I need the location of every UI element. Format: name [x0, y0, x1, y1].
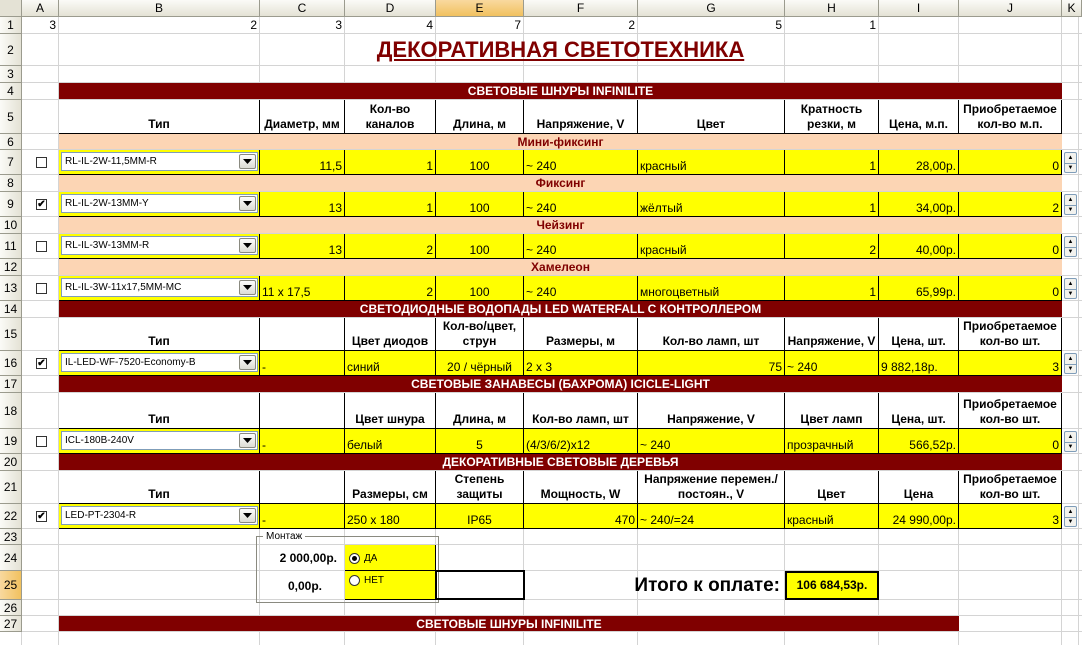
value-cell: 13: [260, 192, 345, 217]
gridline-horizontal: [22, 570, 1082, 571]
type-dropdown[interactable]: [61, 152, 258, 171]
active-cell[interactable]: [435, 570, 525, 600]
chevron-down-icon[interactable]: [239, 154, 256, 169]
spin-down-icon[interactable]: ▼: [1067, 291, 1074, 298]
row1-value-h: 1: [869, 18, 876, 32]
value-cell: 1: [785, 150, 879, 175]
value-cell: ~ 240: [524, 276, 638, 301]
column-header-d[interactable]: D: [345, 0, 436, 17]
column-header-h[interactable]: H: [785, 0, 879, 17]
value-cell: прозрачный: [785, 429, 879, 454]
column-title: Приобретаемое кол-во шт.: [959, 393, 1062, 429]
row-header-1[interactable]: 1: [0, 17, 22, 34]
section-band: СВЕТОВЫЕ ЗАНАВЕСЫ (БАХРОМА) ICICLE-LIGHT: [59, 376, 1062, 392]
row-header-17[interactable]: 17: [0, 376, 22, 393]
row-header-5[interactable]: 5: [0, 100, 22, 134]
value-cell: 100: [436, 234, 524, 259]
value-cell: 75: [638, 351, 785, 376]
chevron-down-icon[interactable]: [239, 280, 256, 295]
page-title: ДЕКОРАТИВНАЯ СВЕТОТЕХНИКА: [376, 37, 745, 62]
group-subheader: Хамелеон: [59, 259, 1062, 275]
spin-down-icon[interactable]: ▼: [1067, 249, 1074, 256]
row-header-27[interactable]: 27: [0, 616, 22, 632]
column-title: Напряжение перемен./постоян., V: [638, 471, 785, 504]
column-title: [260, 471, 345, 504]
row-header-20[interactable]: 20: [0, 454, 22, 471]
spin-up-icon[interactable]: ▲: [1065, 432, 1076, 443]
type-dropdown-value: RL-IL-3W-13MM-R: [65, 240, 150, 251]
row1-value-c: 3: [335, 18, 342, 32]
column-header-f[interactable]: F: [524, 0, 638, 17]
type-dropdown-value: RL-IL-2W-11,5MM-R: [65, 156, 157, 167]
select-all-corner[interactable]: [0, 0, 22, 17]
type-dropdown-value: ICL-180B-240V: [65, 435, 134, 446]
column-title: Цвет: [785, 471, 879, 504]
row1-value-g: 5: [775, 18, 782, 32]
row-header-23[interactable]: 23: [0, 529, 22, 545]
chevron-down-icon[interactable]: [239, 196, 256, 211]
group-subheader: Мини-фиксинг: [59, 134, 1062, 149]
column-title: Размеры, м: [524, 318, 638, 351]
quantity-spinner[interactable]: [1064, 278, 1077, 299]
column-header-b[interactable]: B: [59, 0, 260, 17]
spin-down-icon[interactable]: ▼: [1067, 444, 1074, 451]
select-checkbox[interactable]: [36, 283, 47, 294]
value-cell: 250 x 180: [345, 504, 436, 529]
select-checkbox[interactable]: ✔: [37, 199, 46, 210]
chevron-down-icon[interactable]: [239, 433, 256, 448]
column-title: Цена: [879, 471, 959, 504]
row-header-24[interactable]: 24: [0, 545, 22, 571]
column-title: Приобретаемое кол-во шт.: [959, 318, 1062, 351]
row-header-14[interactable]: 14: [0, 301, 22, 318]
value-cell: -: [260, 351, 345, 376]
column-title: Кол-во каналов: [345, 100, 436, 134]
value-cell: (4/3/6/2)x12: [524, 429, 638, 454]
select-checkbox[interactable]: [36, 436, 47, 447]
row1-value-a: 3: [49, 18, 56, 32]
column-title: Цена, м.п.: [879, 100, 959, 134]
column-title: Тип: [59, 471, 260, 504]
row-header-4[interactable]: 4: [0, 83, 22, 100]
column-title: Кол-во ламп, шт: [524, 393, 638, 429]
total-value: 106 684,53р.: [785, 571, 879, 600]
value-cell: 11 x 17,5: [260, 276, 345, 301]
column-title: Приобретаемое кол-во м.п.: [959, 100, 1062, 134]
spin-up-icon[interactable]: ▲: [1065, 279, 1076, 290]
value-cell[interactable]: 3: [959, 504, 1062, 529]
value-cell: красный: [638, 150, 785, 175]
value-cell: 470: [524, 504, 638, 529]
spin-up-icon[interactable]: ▲: [1065, 507, 1076, 518]
type-dropdown[interactable]: [61, 278, 258, 297]
spin-up-icon[interactable]: ▲: [1065, 195, 1076, 206]
value-cell: красный: [785, 504, 879, 529]
column-title: Диаметр, мм: [260, 100, 345, 134]
chevron-down-icon[interactable]: [239, 355, 256, 370]
column-header-c[interactable]: C: [260, 0, 345, 17]
column-header-k[interactable]: K: [1062, 0, 1082, 17]
spin-up-icon[interactable]: ▲: [1065, 237, 1076, 248]
montage-price-no: 0,00р.: [287, 579, 322, 593]
type-dropdown-value: RL-IL-2W-13MM-Y: [65, 198, 149, 209]
row1-value-d: 4: [426, 18, 433, 32]
column-title: Степень защиты: [436, 471, 524, 504]
row-header-22[interactable]: 22: [0, 504, 22, 529]
value-cell: красный: [638, 234, 785, 259]
gridline-horizontal: [22, 544, 1082, 545]
column-title: Кратность резки, м: [785, 100, 879, 134]
value-cell: 24 990,00р.: [879, 504, 959, 529]
type-dropdown-value: RL-IL-3W-11x17,5MM-MC: [65, 282, 182, 293]
value-cell[interactable]: 0: [959, 429, 1062, 454]
group-subheader: Фиксинг: [59, 175, 1062, 191]
column-title: Приобретаемое кол-во шт.: [959, 471, 1062, 504]
row-header-11[interactable]: 11: [0, 234, 22, 259]
row-header-8[interactable]: 8: [0, 175, 22, 192]
value-cell: 65,99р.: [879, 276, 959, 301]
column-title: Напряжение, V: [638, 393, 785, 429]
column-title: Кол-во/цвет, струн: [436, 318, 524, 351]
value-cell: 11,5: [260, 150, 345, 175]
value-cell: 20 / чёрный: [436, 351, 524, 376]
value-cell: 13: [260, 234, 345, 259]
value-cell: 2 x 3: [524, 351, 638, 376]
montage-no-radio[interactable]: [349, 575, 360, 586]
value-cell: 9 882,18р.: [879, 351, 959, 376]
value-cell: синий: [345, 351, 436, 376]
column-title: Кол-во ламп, шт: [638, 318, 785, 351]
value-cell: 34,00р.: [879, 192, 959, 217]
column-title: Длина, м: [436, 100, 524, 134]
column-title: Цена, шт.: [879, 393, 959, 429]
value-cell: 28,00р.: [879, 150, 959, 175]
value-cell: 1: [345, 192, 436, 217]
section-band: СВЕТОВЫЕ ШНУРЫ INFINILITE: [59, 83, 1062, 99]
column-title: [260, 318, 345, 351]
value-cell[interactable]: 0: [959, 276, 1062, 301]
row-header-18[interactable]: 18: [0, 393, 22, 429]
value-cell: 566,52р.: [879, 429, 959, 454]
value-cell: 100: [436, 150, 524, 175]
value-cell[interactable]: 0: [959, 150, 1062, 175]
column-header-e[interactable]: E: [436, 0, 524, 17]
value-cell: ~ 240/=24: [638, 504, 785, 529]
quantity-spinner[interactable]: [1064, 431, 1077, 452]
column-title: Тип: [59, 393, 260, 429]
value-cell: 100: [436, 276, 524, 301]
select-checkbox[interactable]: [36, 157, 47, 168]
row-header-15[interactable]: 15: [0, 318, 22, 351]
gridline-vertical: [1078, 17, 1079, 645]
spin-down-icon[interactable]: ▼: [1067, 207, 1074, 214]
spin-up-icon[interactable]: ▲: [1065, 153, 1076, 164]
column-title: [260, 393, 345, 429]
value-cell: ~ 240: [638, 429, 785, 454]
type-dropdown[interactable]: [61, 236, 258, 255]
type-dropdown[interactable]: [61, 194, 258, 213]
row-header-25[interactable]: 25: [0, 571, 22, 600]
value-cell: 1: [345, 150, 436, 175]
type-dropdown[interactable]: [61, 353, 258, 372]
section-band: СВЕТОДИОДНЫЕ ВОДОПАДЫ LED WATERFALL С КОНТРОЛЛЕРОМ: [59, 301, 1062, 317]
montage-yes-label: ДА: [364, 553, 378, 564]
row-header-9[interactable]: 9: [0, 192, 22, 217]
row-header-3[interactable]: 3: [0, 66, 22, 83]
column-title: Тип: [59, 318, 260, 351]
montage-price-yes: 2 000,00р.: [279, 551, 337, 565]
row-header-19[interactable]: 19: [0, 429, 22, 454]
chevron-down-icon[interactable]: [239, 508, 256, 523]
section-band: СВЕТОВЫЕ ШНУРЫ INFINILITE: [59, 616, 959, 631]
value-cell[interactable]: 3: [959, 351, 1062, 376]
value-cell: 100: [436, 192, 524, 217]
column-title: Цвет: [638, 100, 785, 134]
column-title: Цена, шт.: [879, 318, 959, 351]
quantity-spinner[interactable]: [1064, 506, 1077, 527]
spin-down-icon[interactable]: ▼: [1067, 366, 1074, 373]
spin-down-icon[interactable]: ▼: [1067, 519, 1074, 526]
chevron-down-icon[interactable]: [239, 238, 256, 253]
column-title: Размеры, см: [345, 471, 436, 504]
type-dropdown-value: IL-LED-WF-7520-Economy-B: [65, 357, 196, 368]
column-header-j[interactable]: J: [959, 0, 1062, 17]
row1-value-e: 7: [514, 18, 521, 32]
select-checkbox[interactable]: [36, 241, 47, 252]
value-cell[interactable]: 0: [959, 234, 1062, 259]
value-cell: 2: [785, 234, 879, 259]
montage-no-cell: [345, 571, 436, 600]
spin-down-icon[interactable]: ▼: [1067, 165, 1074, 172]
montage-yes-radio[interactable]: [349, 553, 360, 564]
column-header-g[interactable]: G: [638, 0, 785, 17]
section-band: ДЕКОРАТИВНЫЕ СВЕТОВЫЕ ДЕРЕВЬЯ: [59, 454, 1062, 470]
montage-no-label: НЕТ: [364, 575, 384, 586]
quantity-spinner[interactable]: [1064, 236, 1077, 257]
value-cell: белый: [345, 429, 436, 454]
value-cell: 40,00р.: [879, 234, 959, 259]
type-dropdown[interactable]: [61, 506, 258, 525]
quantity-spinner[interactable]: [1064, 194, 1077, 215]
value-cell: многоцветный: [638, 276, 785, 301]
row-header-7[interactable]: 7: [0, 150, 22, 175]
column-title: Цвет диодов: [345, 318, 436, 351]
spin-up-icon[interactable]: ▲: [1065, 354, 1076, 365]
quantity-spinner[interactable]: [1064, 152, 1077, 173]
value-cell: 5: [436, 429, 524, 454]
column-title: Цвет ламп: [785, 393, 879, 429]
value-cell: 1: [785, 276, 879, 301]
total-label: Итого к оплате:: [634, 575, 780, 596]
type-dropdown[interactable]: [61, 431, 258, 450]
column-title: Напряжение, V: [785, 318, 879, 351]
column-title: Цвет шнура: [345, 393, 436, 429]
type-dropdown-value: LED-PT-2304-R: [65, 510, 137, 521]
value-cell: ~ 240: [524, 192, 638, 217]
column-title: Тип: [59, 100, 260, 134]
row-header-10[interactable]: 10: [0, 217, 22, 234]
gridline-horizontal: [22, 599, 1082, 600]
value-cell: ~ 240: [524, 234, 638, 259]
value-cell: -: [260, 504, 345, 529]
montage-label: Монтаж: [263, 531, 305, 542]
row1-value-b: 2: [250, 18, 257, 32]
select-checkbox[interactable]: ✔: [37, 358, 46, 369]
select-checkbox[interactable]: ✔: [37, 511, 46, 522]
row-header-13[interactable]: 13: [0, 276, 22, 301]
row1-value-f: 2: [628, 18, 635, 32]
row-header-6[interactable]: 6: [0, 134, 22, 150]
column-title: Напряжение, V: [524, 100, 638, 134]
row-header-12[interactable]: 12: [0, 259, 22, 276]
row-header-21[interactable]: 21: [0, 471, 22, 504]
column-title: Длина, м: [436, 393, 524, 429]
value-cell: 2: [345, 234, 436, 259]
value-cell: ~ 240: [524, 150, 638, 175]
row-header-16[interactable]: 16: [0, 351, 22, 376]
quantity-spinner[interactable]: [1064, 353, 1077, 374]
value-cell: -: [260, 429, 345, 454]
value-cell: 2: [345, 276, 436, 301]
row-header-2[interactable]: 2: [0, 34, 22, 66]
column-header-a[interactable]: A: [22, 0, 59, 17]
value-cell: ~ 240: [785, 351, 879, 376]
gridline-horizontal: [22, 631, 1082, 632]
column-header-i[interactable]: I: [879, 0, 959, 17]
value-cell: IP65: [436, 504, 524, 529]
value-cell[interactable]: 2: [959, 192, 1062, 217]
value-cell: 1: [785, 192, 879, 217]
row-header-26[interactable]: 26: [0, 600, 22, 616]
group-subheader: Чейзинг: [59, 217, 1062, 233]
column-title: Мощность, W: [524, 471, 638, 504]
value-cell: жёлтый: [638, 192, 785, 217]
